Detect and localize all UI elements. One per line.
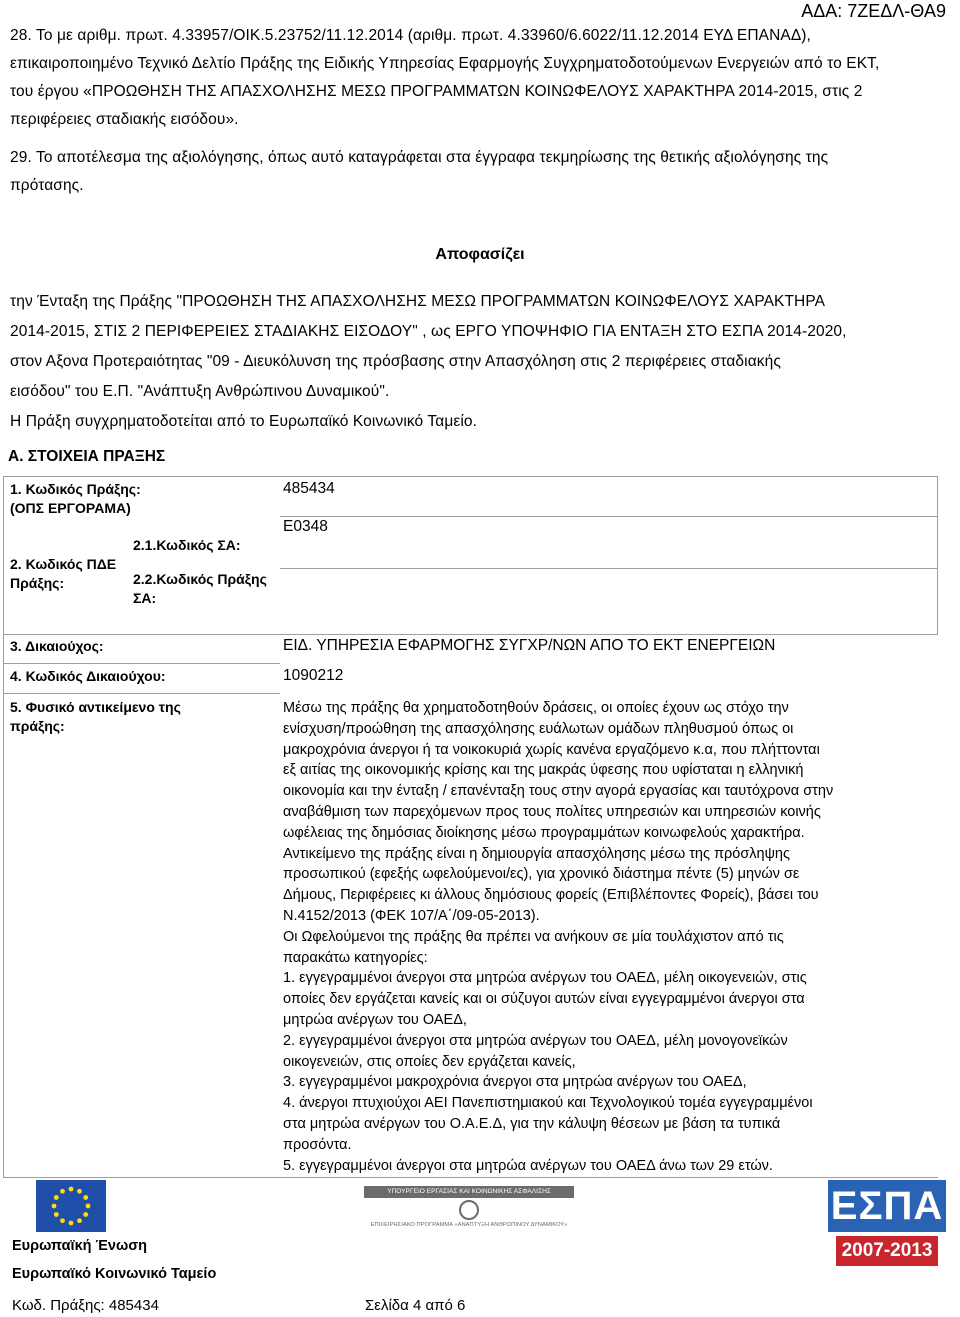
- field-label-line: 2.2.Κωδικός Πράξης: [133, 571, 267, 587]
- field-5-line: μακροχρόνια άνεργοι ή τα νοικοκυριά χωρίς κανένα εργαζόμενο κ.α, που πλήττονται: [283, 741, 820, 758]
- eu-star-icon: [69, 1187, 74, 1192]
- field-5-line: εξ αιτίας της οικονομικής κρίσης και της μακράς ύφεσης που υφίσταται η ελληνική: [283, 762, 804, 779]
- espa-logo-text: ΕΣΠΑ: [828, 1180, 946, 1232]
- table-divider: [280, 516, 937, 517]
- paragraph-line: περιφέρειες σταδιακής εισόδου».: [10, 111, 239, 128]
- field-3-label: 3. Δικαιούχος:: [10, 638, 104, 654]
- eu-star-icon: [60, 1218, 65, 1223]
- field-label-line: Πράξης:: [10, 575, 65, 591]
- field-5-line: Οι Ωφελούμενοι της πράξης θα πρέπει να ανήκουν σε μία τουλάχιστον από τις: [283, 928, 784, 945]
- paragraph-line: πρότασης.: [10, 177, 84, 194]
- eu-star-icon: [83, 1212, 88, 1217]
- field-5-line: οικονομία και την ένταξη / επανένταξη τους στην αγορά εργασίας και ταυτόχρονα στην: [283, 783, 834, 800]
- paragraph-28: [10, 22, 950, 134]
- field-5-line: 5. εγγεγραμμένοι άνεργοι στα μητρώα ανέργων του ΟΑΕΔ άνω των 29 ετών.: [283, 1157, 773, 1174]
- field-5-line: Μέσω της πράξης θα χρηματοδοτηθούν δράσεις, οι οποίες έχουν ως στόχο την: [283, 700, 789, 716]
- field-5-line: 3. εγγεγραμμένοι μακροχρόνια άνεργοι στα μητρώα ανέργων του ΟΑΕΔ,: [283, 1074, 747, 1091]
- eu-star-icon: [77, 1218, 82, 1223]
- ministry-emblem-icon: [459, 1200, 479, 1220]
- decision-line: 2014-2015, ΣΤΙΣ 2 ΠΕΡΙΦΕΡΕΙΕΣ ΣΤΑΔΙΑΚΗΣ ΕΙΣΟΔΟΥ" , ως ΕΡΓΟ ΥΠΟΨΗΦΙΟ ΓΙΑ ΕΝΤΑΞΗ ΣΤΟ ΕΣΠΑ 2014-2020,: [10, 323, 847, 340]
- field-5-line: προσόντα.: [283, 1136, 352, 1153]
- paragraph-line: επικαιροποιημένο Τεχνικό Δελτίο Πράξης της Ειδικής Υπηρεσίας Εφαρμογής Συγχρηματοδοτούμενων Ενεργειών από το ΕΚΤ,: [10, 55, 880, 72]
- field-5-line: οικογενειών, στις οποίες δεν εργάζεται κανείς,: [283, 1053, 576, 1070]
- field-5-line: προσωπικού (εφεξής ωφελούμενοι/ες), για χρονικό διάστημα πέντε (5) μηνών σε: [283, 866, 800, 883]
- field-5-line: 1. εγγεγραμμένοι άνεργοι στα μητρώα ανέργων του ΟΑΕΔ, μέλη οικογενειών, στις: [283, 970, 807, 987]
- paragraph-line: 29. Το αποτέλεσμα της αξιολόγησης, όπως αυτό καταγράφεται στα έγγραφα τεκμηρίωσης της θετικής αξιολόγησης της: [10, 149, 829, 166]
- field-5-line: Ν.4152/2013 (ΦΕΚ 107/Α΄/09-05-2013).: [283, 907, 540, 924]
- table-divider: [3, 634, 938, 635]
- field-1-label: [10, 480, 141, 518]
- decision-line: Η Πράξη συγχρηματοδοτείται από το Ευρωπαϊκό Κοινωνικό Ταμείο.: [10, 413, 478, 430]
- eu-star-icon: [69, 1221, 74, 1226]
- decision-text: [10, 287, 940, 437]
- field-label-line: 2. Κωδικός ΠΔΕ: [10, 556, 117, 572]
- ministry-logo-text: ΥΠΟΥΡΓΕΙΟ ΕΡΓΑΣΙΑΣ ΚΑΙ ΚΟΙΝΩΝΙΚΗΣ ΑΣΦΑΛΙΣΗΣ: [364, 1186, 574, 1198]
- ministry-logo: [364, 1186, 574, 1236]
- ada-code: ΑΔΑ: 7ΖΕΔΛ-ΘΑ9: [801, 1, 946, 21]
- table-divider: [280, 568, 937, 569]
- eu-star-icon: [86, 1204, 91, 1209]
- eu-star-icon: [54, 1212, 59, 1217]
- field-5-line: 2. εγγεγραμμένοι άνεργοι στα μητρώα ανέργων του ΟΑΕΔ, μέλη μονογονεϊκών: [283, 1032, 788, 1049]
- field-label-line: 1. Κωδικός Πράξης:: [10, 481, 141, 497]
- field-5-line: ωφέλειας της δημόσιας διοίκησης μέσω προγραμμάτων κοινωφελούς χαρακτήρα.: [283, 824, 805, 841]
- table-divider: [3, 693, 280, 694]
- field-5-line: ενίσχυση/προώθηση της απασχόλησης ευάλωτων ομάδων πληθυσμού όπως οι: [283, 720, 794, 737]
- paragraph-29: [10, 144, 950, 200]
- field-2-1-label: 2.1.Κωδικός ΣΑ:: [133, 537, 241, 553]
- field-5-line: αναβάθμιση των παρεχόμενων προς τους πολίτες υπηρεσιών και υπηρεσιών κοινής: [283, 803, 821, 820]
- decision-line: εισόδου" του Ε.Π. "Ανάπτυξη Ανθρώπινου Δυναμικού".: [10, 383, 390, 400]
- field-5-value: [283, 698, 933, 1176]
- field-label-line: 5. Φυσικό αντικείμενο της: [10, 699, 181, 715]
- field-2-1-value: Ε0348: [283, 518, 328, 535]
- eu-label: Ευρωπαϊκή Ένωση: [12, 1238, 147, 1254]
- table-border-bottom: [3, 1177, 938, 1178]
- field-1-value: 485434: [283, 480, 335, 497]
- project-code-footer: Κωδ. Πράξης: 485434: [12, 1297, 159, 1314]
- eu-star-icon: [54, 1195, 59, 1200]
- decision-line: στον Αξονα Προτεραιότητας "09 - Διευκόλυνση της πρόσβασης στην Απασχόληση στις 2 περιφέρειες σταδιακής: [10, 353, 781, 370]
- field-4-label: 4. Κωδικός Δικαιούχου:: [10, 668, 166, 684]
- table-divider: [3, 663, 280, 664]
- field-5-line: οποίες δεν εργάζεται κανείς και οι σύζυγοι αυτών είναι εγγεγραμμένοι άνεργοι στα: [283, 991, 805, 1008]
- field-5-line: Αντικείμενο της πράξης είναι η δημιουργία απασχόλησης μέσω της πρόσληψης: [283, 845, 790, 862]
- ministry-logo-subtext: ΕΠΙΧΕΙΡΗΣΙΑΚΟ ΠΡΟΓΡΑΜΜΑ «ΑΝΑΠΤΥΞΗ ΑΝΘΡΩΠΙΝΟΥ ΔΥΝΑΜΙΚΟΥ»: [370, 1222, 568, 1228]
- field-label-line: (ΟΠΣ ΕΡΓΟΡΑΜΑ): [10, 500, 131, 516]
- eu-star-icon: [83, 1195, 88, 1200]
- table-border-right: [937, 476, 938, 634]
- decision-line: την Ένταξη της Πράξης "ΠΡΟΩΘΗΣΗ ΤΗΣ ΑΠΑΣΧΟΛΗΣΗΣ ΜΕΣΩ ΠΡΟΓΡΑΜΜΑΤΩΝ ΚΟΙΝΩΦΕΛΟΥΣ ΧΑΡΑΚΤΗΡΑ: [10, 293, 826, 310]
- table-border-left: [3, 476, 4, 1178]
- field-2-2-label: [133, 570, 267, 608]
- field-4-value: 1090212: [283, 667, 344, 684]
- field-5-line: στα μητρώα ανέργων του Ο.Α.Ε.Δ, για την κάλυψη θέσεων με βάση τα τυπικά: [283, 1115, 781, 1132]
- espa-years: 2007-2013: [836, 1236, 938, 1266]
- paragraph-line: 28. Το με αριθμ. πρωτ. 4.33957/ΟΙΚ.5.23752/11.12.2014 (αριθμ. πρωτ. 4.33960/6.6022/11.12.2014 ΕΥΔ ΕΠΑΝΑΔ),: [10, 27, 811, 44]
- esf-label: Ευρωπαϊκό Κοινωνικό Ταμείο: [12, 1266, 217, 1282]
- eu-star-icon: [52, 1204, 57, 1209]
- field-5-line: παρακάτω κατηγορίες:: [283, 949, 428, 966]
- paragraph-line: του έργου «ΠΡΟΩΘΗΣΗ ΤΗΣ ΑΠΑΣΧΟΛΗΣΗΣ ΜΕΣΩ ΠΡΟΓΡΑΜΜΑΤΩΝ ΚΟΙΝΩΦΕΛΟΥΣ ΧΑΡΑΚΤΗΡΑ 2014-2015, στις 2: [10, 83, 863, 100]
- table-border-top: [3, 476, 938, 477]
- decides-title: Αποφασίζει: [435, 246, 525, 263]
- eu-star-icon: [60, 1189, 65, 1194]
- eu-star-icon: [77, 1189, 82, 1194]
- field-label-line: πράξης:: [10, 718, 65, 734]
- field-5-label: [10, 698, 181, 736]
- page-number: Σελίδα 4 από 6: [365, 1297, 466, 1314]
- field-5-line: μητρώα ανέργων του ΟΑΕΔ,: [283, 1011, 467, 1028]
- field-3-value: ΕΙΔ. ΥΠΗΡΕΣΙΑ ΕΦΑΡΜΟΓΗΣ ΣΥΓΧΡ/ΝΩΝ ΑΠΟ ΤΟ ΕΚΤ ΕΝΕΡΓΕΙΩΝ: [283, 637, 776, 654]
- field-5-line: Δήμους, Περιφέρειες κι άλλους δημόσιους φορείς (Επιβλέποντες Φορείς), βάσει του: [283, 887, 819, 904]
- espa-logo: [828, 1180, 946, 1268]
- field-label-line: ΣΑ:: [133, 590, 157, 606]
- field-2-label: [10, 555, 116, 593]
- section-a-heading: Α. ΣΤΟΙΧΕΙΑ ΠΡΑΞΗΣ: [8, 448, 166, 465]
- eu-flag-icon: [36, 1180, 106, 1232]
- field-5-line: 4. άνεργοι πτυχιούχοι ΑΕΙ Πανεπιστημιακού και Τεχνολογικού τομέα εγγεγραμμένοι: [283, 1095, 813, 1112]
